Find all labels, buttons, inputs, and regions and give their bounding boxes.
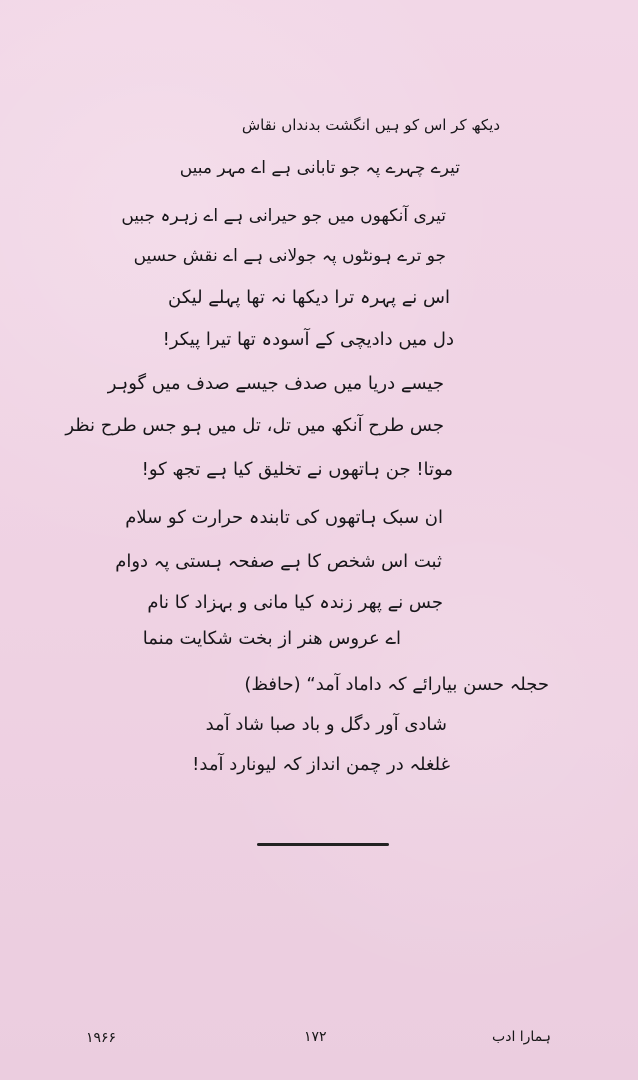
- text-line-7: جیسے دریا میں صدف جیسے صدف میں گوہر: [107, 373, 444, 394]
- page-number: ۱۷۲: [304, 1029, 327, 1045]
- section-divider: [257, 843, 389, 846]
- text-line-8: جس طرح آنکھ میں تل، تل میں ہو جس طرح نظر: [65, 415, 444, 436]
- text-line-2: تیرے چہرے پہ جو تابانی ہے اے مہر مبیں: [179, 158, 460, 178]
- footer-right-title: ہمارا ادب: [492, 1029, 551, 1045]
- text-line-6: دل میں دادیچی کے آسودہ تھا تیرا پیکر!: [162, 329, 454, 350]
- text-line-9: موتا! جن ہاتھوں نے تخلیق کیا ہے تجھ کو!: [141, 459, 453, 480]
- text-line-16: غلغلہ در چمن انداز کہ لیونارد آمد!: [192, 754, 450, 775]
- text-line-5: اس نے پہرہ ترا دیکھا نہ تھا پہلے لیکن: [168, 287, 450, 308]
- text-line-13: اے عروس هنر از بخت شکایت منما: [142, 628, 401, 649]
- text-line-11: ثبت اس شخص کا ہے صفحہ ہستی پہ دوام: [115, 551, 442, 572]
- text-line-3: تیری آنکھوں میں جو حیرانی ہے اے زہرہ جبیں: [121, 206, 446, 226]
- text-line-15: شادی آور دگل و باد صبا شاد آمد: [205, 714, 447, 735]
- footer-left-number: ۱۹۶۶: [86, 1030, 117, 1046]
- text-line-14: حجلہ حسن بیارائے کہ داماد آمد“ (حافظ): [244, 674, 549, 695]
- text-line-4: جو ترے ہونٹوں پہ جولانی ہے اے نقش حسیں: [133, 246, 446, 266]
- text-line-1: دیکھ کر اس کو ہیں انگشت بدنداں نقاش: [241, 116, 500, 134]
- text-line-12: جس نے پھر زندہ کیا مانی و بہزاد کا نام: [147, 592, 443, 613]
- text-line-10: ان سبک ہاتھوں کی تابندہ حرارت کو سلام: [125, 507, 443, 528]
